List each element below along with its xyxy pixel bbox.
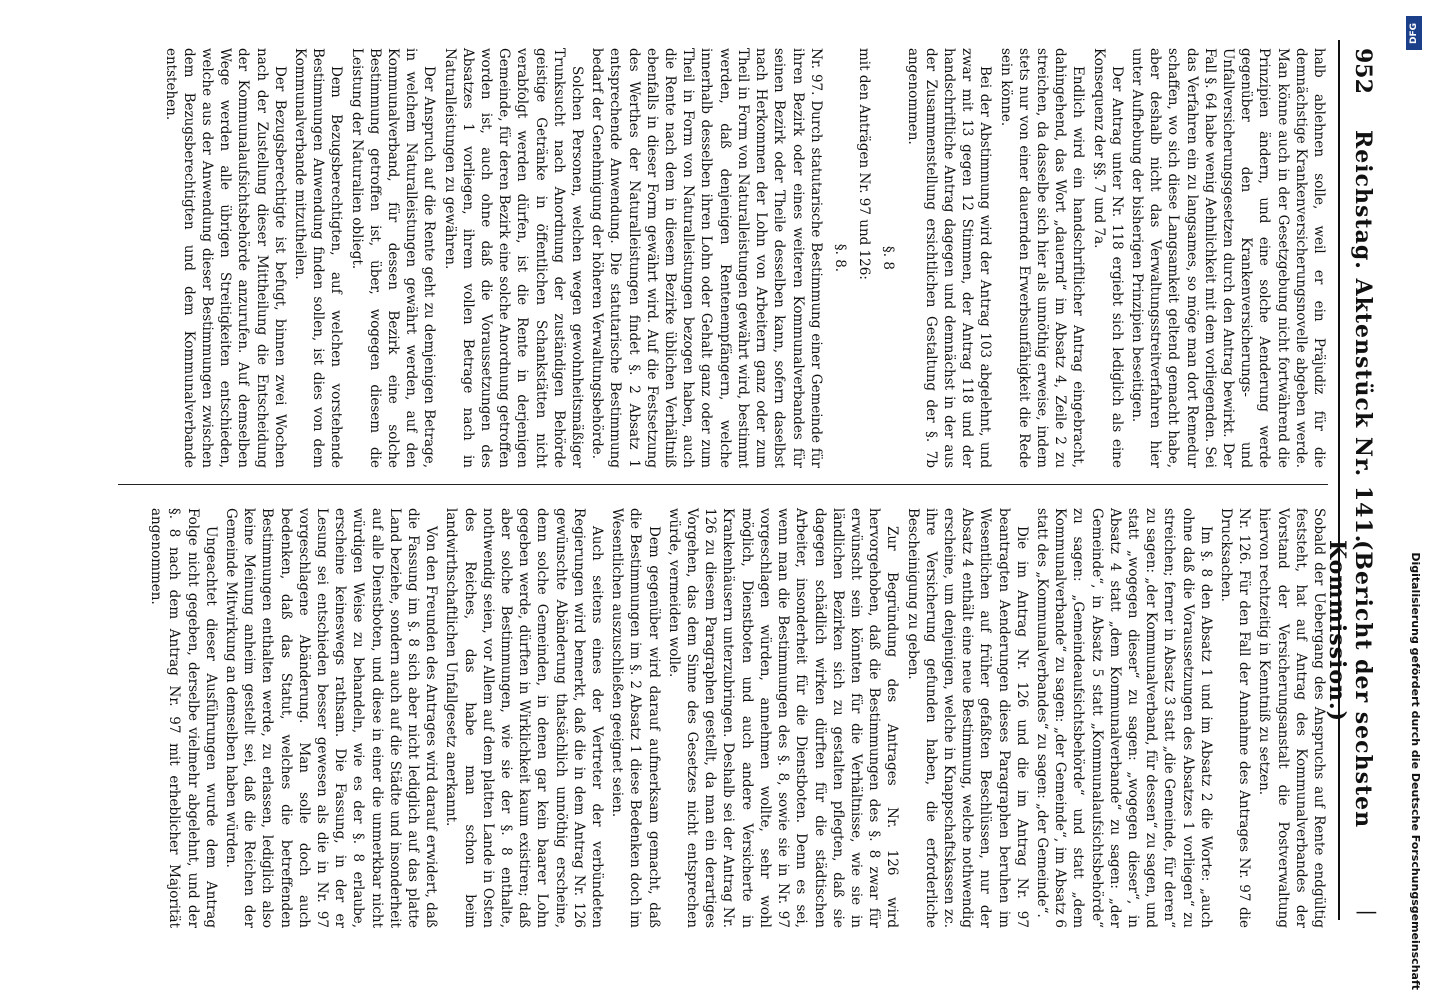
attribution-text: Digitalisierung gefördert durch die Deutsche Forschungsgemeinschaft [1409, 552, 1422, 990]
header-right-title: (Bericht der sechsten Kommission.) [1324, 540, 1376, 829]
paragraph: Von den Freunden des Antrages wird darauf erwidert, daß die Fassung im §. 8 sich aber nicht lediglich auf das platte Land beziehe, sondern auch auf die Städte und insonderheit auf alle Dienstboten, und diese in einer die unmerkbar nicht würdigen Weise zu behandeln, wie es der §. 8 erlaube, erscheine keineswegs rathsam. Die Fassung, in der er Lesung sei entschieden besser gewesen als die in Nr. 97 vorgeschlagene Abänderung. Man solle doch auch bedenken, daß das Statut, welches die betreffenden Bestimmungen enthalten werde, zu erlassen, lediglich also keine Meinung anheim gestellt sei, daß die Reichen der Gemeinde Mitwirkung an demselben haben würden. [223, 508, 440, 928]
paragraph: Dem gegenüber wird darauf aufmerksam gemacht, daß die Bestimmungen im §. 2 Absatz 1 diese Bedenken doch im Wesentlichen auszuschließen geeignet seien. [609, 508, 662, 928]
paragraph: Die im Antrag Nr. 126 und die im Antrag Nr. 97 beantragten Aenderungen dieses Paragraphen beruhen im Wesentlichen auf früher gefaßten Beschlüssen, nur der Absatz 4 enthält eine neue Bestimmung, welche nothwendig erscheine, um denjenigen, welche in Knappschaftskassen zc. ihre Versicherung gefunden haben, die erforderliche Bescheinigung zu geben. [904, 508, 1030, 928]
section-heading: §. 8. [831, 243, 848, 273]
page-header [1324, 40, 1380, 920]
left-column [159, 48, 1328, 468]
paragraph: Bei der Abstimmung wird der Antrag 103 abgelehnt, und zwar mit 13 gegen 12 Stimmen, der Antrag 118 und der handschriftliche Antrag dagegen und demnächst in der aus der Zusammenstellung ersichtlichen Gestaltung der §. 7b angenommen. [904, 48, 994, 468]
paragraph: Dem Bezugsberechtigten, auf welchen vorstehende Bestimmungen Anwendung finden sollen, ist dies von dem Kommunalverbande mitzutheilen. [292, 48, 345, 468]
paragraph: Der Anspruch auf die Rente geht zu demjenigen Betrage, in welchem Naturalleistungen gewährt werden, auf den Kommunalverband, für dessen Bezirk eine solche Bestimmung getroffen ist, über, wogegen diesem die Leistung der Naturalien obliegt. [348, 48, 438, 468]
paragraph: Solchen Personen, welchen wegen gewohnheitsmäßiger Trunksucht nach Anordnung der zuständigen Behörde geistige Getränke in öffentlichen Schankstätten nicht verabfolgt werden dürfen, ist die Rente in derjenigen Gemeinde, für deren Bezirk eine solche Anordnung getroffen worden ist, auch ohne daß die Voraussetzungen des Absatzes 1 vorliegen, ihrem vollen Betrage nach in Naturalleistungen zu gewähren. [441, 48, 586, 468]
paragraph: Nr. 97. Durch statutarische Bestimmung einer Gemeinde für ihren Bezirk oder eines weiteren Kommunalverbandes für seinen Bezirk oder Theile desselben kann, sofern daselbst nach Herkommen der Lohn von Arbeitern ganz oder zum Theil in Form von Naturalleistungen gewährt wird, bestimmt werden, daß denjenigen Rentenempfängern, welche innerhalb desselben ihren Lohn oder Gehalt ganz oder zum Theil in Form von Naturalleistungen bezogen haben, auch die Rente nach dem in diesem Bezirke üblichen Verhältniß ebenfalls in dieser Form gewährt wird. Auf die Festsetzung des Werthes der Naturalleistungen findet §. 2 Absatz 1 entsprechende Anwendung. Die statutarische Bestimmung bedarf der Genehmigung der höheren Verwaltungsbehörde. [589, 48, 824, 468]
paragraph: Zur Begründung des Antrages Nr. 126 wird hervorgehoben, daß die Bestimmungen des §. 8 zwar für erwünscht sein könnten für die Verhältnisse, wie sie in ländlichen Bezirken sich zu gestalten pflegten, daß sie dagegen schädlich wirken dürften für die städtischen Arbeiter, insonderheit für die Dienstboten. Denn es sei, wenn man die Bestimmungen des §. 8, sowie sie in Nr. 97 vorgeschlagen würden, annehmen wollte, sehr wohl möglich, Dienstboten und auch andere Versicherte in Krankenhäusern unterzubringen. Deshalb sei der Antrag Nr. 126 zu diesem Paragraphen gestellt, da man ein derartiges Vorgehen, das dem Sinne des Gesetzes nicht entsprechen würde, vermeiden wolle. [665, 508, 901, 928]
paragraph: Im §. 8 den Absatz 1 und im Absatz 2 die Worte: „auch ohne daß die Voraussetzungen des Absatzes 1 vorliegen“ zu streichen; ferner in Absatz 3 statt „die Gemeinde, für deren“ zu sagen: „der Kommunalverband, für dessen“ zu sagen, und statt „wogegen dieser“ zu sagen: „wogegen dieser“, in Absatz 4 statt „dem Kommunalverbande“ zu sagen: „der Gemeinde“, in Absatz 5 statt „Kommunalaufsichtsbehörde“ zu sagen: „Gemeindeaufsichtsbehörde“ und statt „dem Kommunalverbande“ zu sagen: „der Gemeinde“, im Absatz 6 statt des „Kommunalverbandes“ zu sagen: „der Gemeinde“. [1033, 508, 1214, 928]
paragraph: Der Antrag unter Nr. 118 ergiebt sich lediglich als eine Konsequenz der §§. 7 und 7a. [1090, 48, 1125, 468]
paragraph: halb ablehnen solle, weil er ein Präjudiz für die demnächstige Krankenversicherungsnovelle abgeben werde. Man könne auch in der Gesetzgebung nicht fortwährend die Prinzipien ändern, und eine solche Aenderung werde gegenüber den Krankenversicherungs- und Unfallversicherungsgesetzen durch den Antrag bewirkt. Der Fall §. 64 habe wenig Aehnlichkeit mit dem vorliegenden. Sei das Verfahren ein zu langsames, so möge man dort Remedur schaffen, wo sich diese Langsamkeit geltend gemacht habe, aber deshalb nicht das Verwaltungsstreitverfahren hier unter Aufhebung der bisherigen Prinzipien beseitigen. [1128, 48, 1327, 468]
paragraph: Sobald der Uebergang des Anspruchs auf Rente endgültig feststeht, hat auf Antrag des Kommunalverbandes der Vorstand der Versicherungsanstalt die Postverwaltung hiervon rechtzeitig in Kenntniß zu setzen. [1256, 508, 1327, 928]
paragraph: Auch seitens eines der Vertreter der verbündeten Regierungen wird bemerkt, daß die in dem Antrag Nr. 126 gewünschte Abänderung thatsächlich unnöthig erscheine, denn solche Gemeinden, in denen gar kein baarer Lohn gegeben werde, dürften in Wirklichkeit kaum existiren; daß aber solche Bestimmungen, wie sie der §. 8 enthalte, nothwendig seien, vor Allem auf dem platten Lande in Osten des Reiches, das habe man schon beim landwirthschaftlichen Unfallgesetz anerkannt. [443, 508, 606, 928]
dfg-logo-badge: DFG [1406, 16, 1422, 50]
paragraph: Nr. 126. Für den Fall der Annahme des Antrages Nr. 97 die Drucksachen. [1217, 508, 1253, 928]
paragraph: mit den Anträgen Nr. 97 und 126: [856, 48, 873, 280]
right-column [145, 508, 1328, 928]
paragraph: Der Bezugsberechtigte ist befugt, binnen zwei Wochen nach der Zustellung dieser Mittheilung die Entscheidung der Kommunalaufsichtsbehörde anzurufen. Auf demselben Wege werden alle übrigen Streitigkeiten entschieden, welche aus der Anwendung dieser Bestimmungen zwischen dem Bezugsberechtigten und dem Kommunalverbande entstehen. [162, 48, 288, 468]
corner-mark: | [1356, 909, 1380, 916]
section-heading: §. 8 [880, 246, 897, 270]
column-divider [118, 484, 1328, 485]
header-left-title: Reichstag. Aktenstück Nr. 141. [1350, 130, 1376, 544]
attribution-strip [1404, 10, 1426, 990]
paragraph: Endlich wird ein handschriftlicher Antrag eingebracht, dahingehend, das Wort „dauernd“ im Absatz 4, Zeile 2 zu streichen, da dasselbe sich hier als unnöthig erweise, indem stets nur von einer dauernden Erwerbsunfähigkeit die Rede sein könne. [997, 48, 1087, 468]
paragraph: Ungeachtet dieser Ausführungen wurde dem Antrag Folge nicht gegeben, derselbe vielmehr abgelehnt, und der §. 8 nach dem Antrag Nr. 97 mit erheblicher Majorität angenommen. [148, 508, 219, 928]
page-number: 952 [1350, 48, 1376, 94]
